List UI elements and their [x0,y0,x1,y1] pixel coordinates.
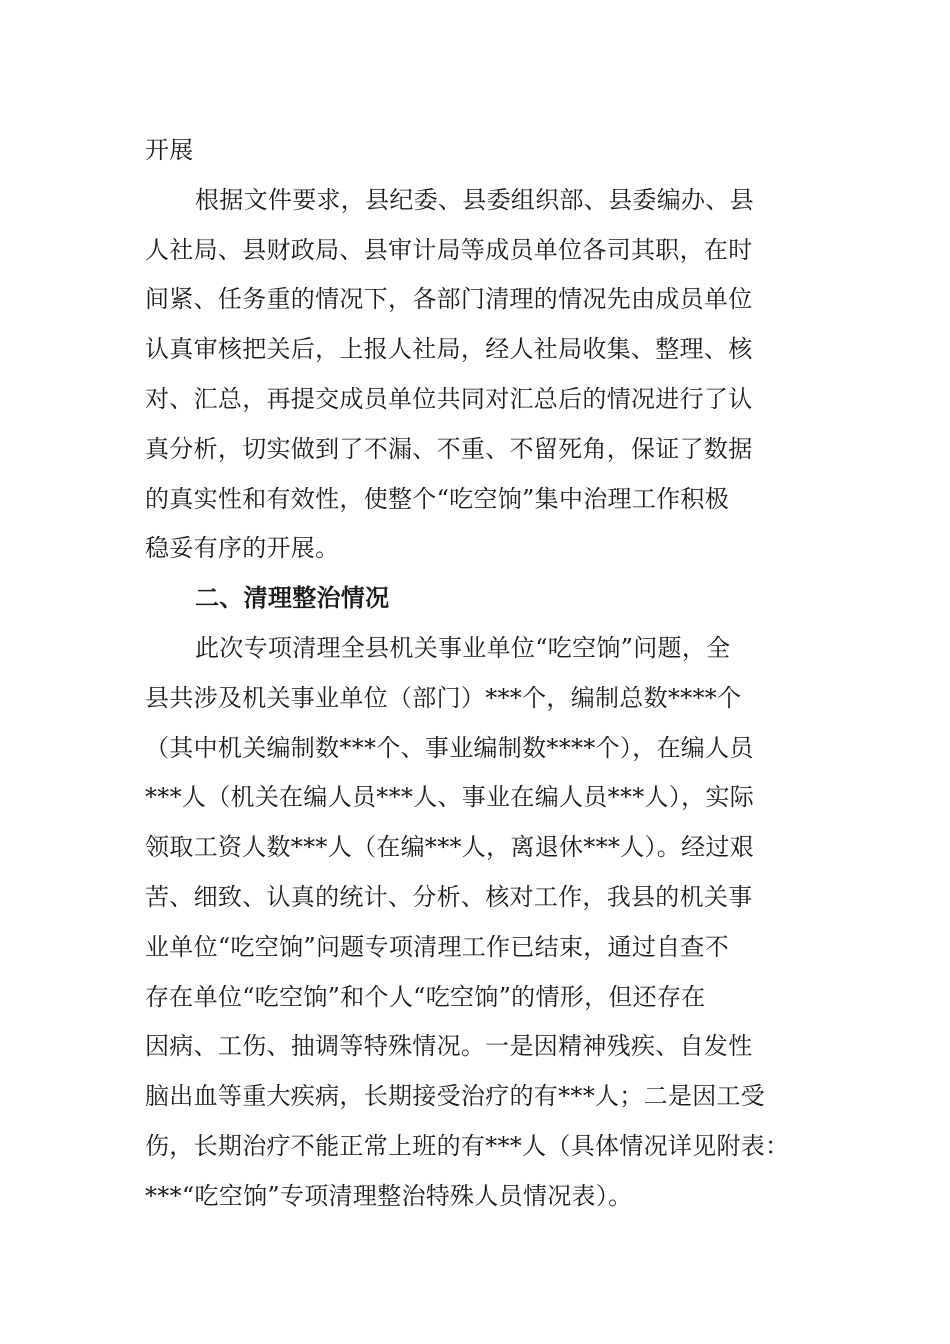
text-line: 伤，长期治疗不能正常上班的有***人（具体情况详见附表： [145,1131,790,1160]
text-line: （其中机关编制数***个、事业编制数****个），在编人员 [145,733,754,762]
text-line: 开展 [145,136,194,164]
text-line: 间紧、任务重的情况下，各部门清理的情况先由成员单位 [145,285,753,314]
text-line: 存在单位“吃空饷”和个人“吃空饷”的情形，但还存在 [145,982,706,1011]
paragraph-work-process [145,176,810,574]
paragraph-continuation [145,126,810,176]
text-line: 苦、细致、认真的统计、分析、核对工作，我县的机关事 [145,882,753,911]
section-heading [145,574,810,624]
text-line: 业单位“吃空饷”问题专项清理工作已结束，通过自查不 [145,932,730,961]
text-line: 稳妥有序的开展。 [145,534,340,563]
text-line: 县共涉及机关事业单位（部门）***个，编制总数****个 [145,683,742,712]
text-line: 对、汇总，再提交成员单位共同对汇总后的情况进行了认 [145,384,753,413]
text-line: 此次专项清理全县机关事业单位“吃空饷”问题，全 [195,633,731,662]
text-line: 真分析，切实做到了不漏、不重、不留死角，保证了数据 [145,434,753,463]
text-line: 脑出血等重大疾病，长期接受治疗的有***人；二是因工受 [145,1082,766,1111]
document-body [145,126,810,1222]
text-line: 认真审核把关后，上报人社局，经人社局收集、整理、核 [145,335,753,364]
text-line: 领取工资人数***人（在编***人，离退休***人）。经过艰 [145,833,754,862]
paragraph-cleanup-status [145,624,810,1222]
text-line: ***“吃空饷”专项清理整治特殊人员情况表）。 [145,1181,633,1210]
text-line: ***人（机关在编人员***人、事业在编人员***人），实际 [145,783,754,812]
section-title: 二、清理整治情况 [195,584,390,613]
text-line: 因病、工伤、抽调等特殊情况。一是因精神残疾、自发性 [145,1032,753,1061]
text-line: 人社局、县财政局、县审计局等成员单位各司其职，在时 [145,235,753,264]
text-line: 的真实性和有效性，使整个“吃空饷”集中治理工作积极 [145,484,730,513]
text-line: 根据文件要求，县纪委、县委组织部、县委编办、县 [195,185,754,214]
